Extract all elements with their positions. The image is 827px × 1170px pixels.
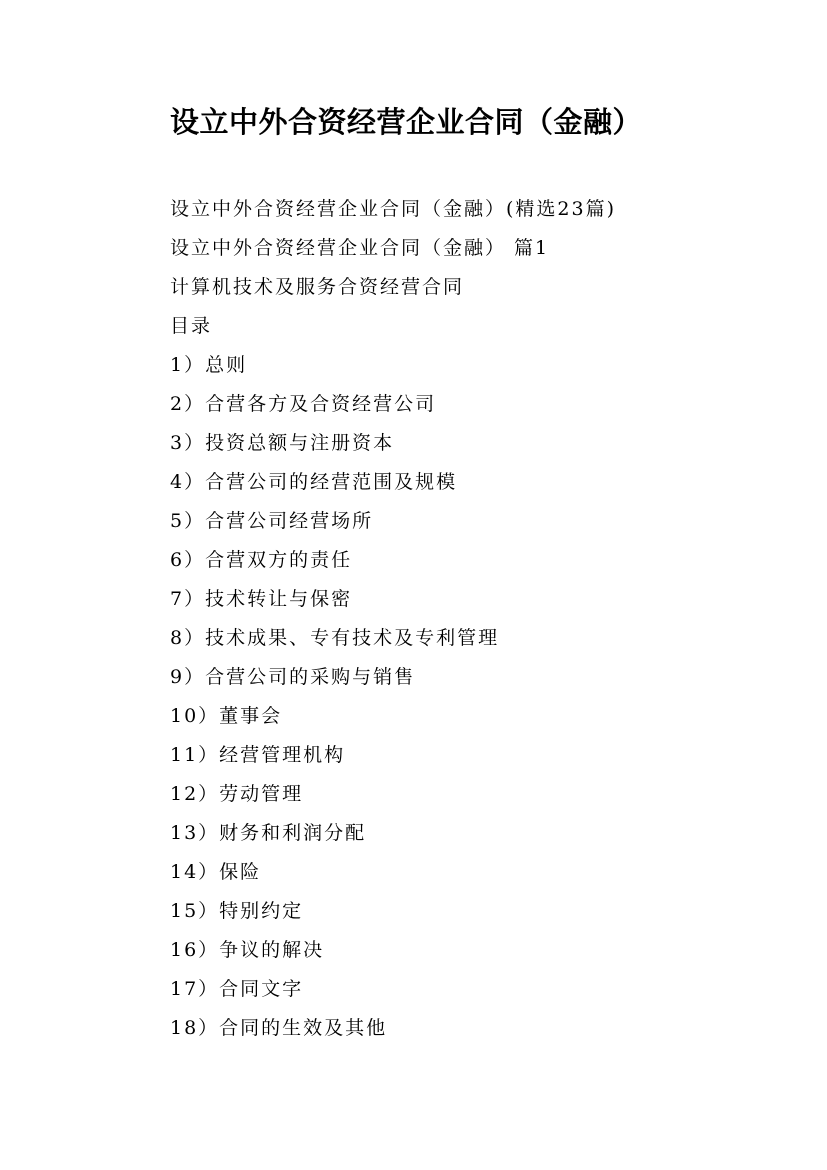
toc-item: 13）财务和利润分配 — [170, 822, 367, 844]
toc-item: 3）投资总额与注册资本 — [170, 432, 395, 454]
toc-item: 14）保险 — [170, 861, 262, 883]
toc-item: 10）董事会 — [170, 705, 283, 727]
toc-heading: 目录 — [170, 315, 213, 337]
document-body — [170, 190, 810, 1048]
toc-item: 17）合同文字 — [170, 978, 304, 1000]
subtitle-line: 设立中外合资经营企业合同（金融）(精选23篇) — [170, 198, 617, 220]
toc-item: 7）技术转让与保密 — [170, 588, 353, 610]
document-title: 设立中外合资经营企业合同（金融） — [170, 105, 643, 139]
toc-item: 5）合营公司经营场所 — [170, 510, 374, 532]
toc-item: 4）合营公司的经营范围及规模 — [170, 471, 458, 493]
toc-item: 9）合营公司的采购与销售 — [170, 666, 416, 688]
toc-item: 6）合营双方的责任 — [170, 549, 353, 571]
contract-name: 计算机技术及服务合资经营合同 — [170, 276, 465, 298]
toc-item: 16）争议的解决 — [170, 939, 325, 961]
toc-item: 2）合营各方及合资经营公司 — [170, 393, 437, 415]
toc-item: 15）特别约定 — [170, 900, 304, 922]
toc-item: 12）劳动管理 — [170, 783, 304, 805]
toc-item: 11）经营管理机构 — [170, 744, 346, 766]
toc-item: 1）总则 — [170, 354, 248, 376]
toc-item: 8）技术成果、专有技术及专利管理 — [170, 627, 500, 649]
toc-item: 18）合同的生效及其他 — [170, 1017, 388, 1039]
section-heading: 设立中外合资经营企业合同（金融） 篇1 — [170, 237, 550, 259]
